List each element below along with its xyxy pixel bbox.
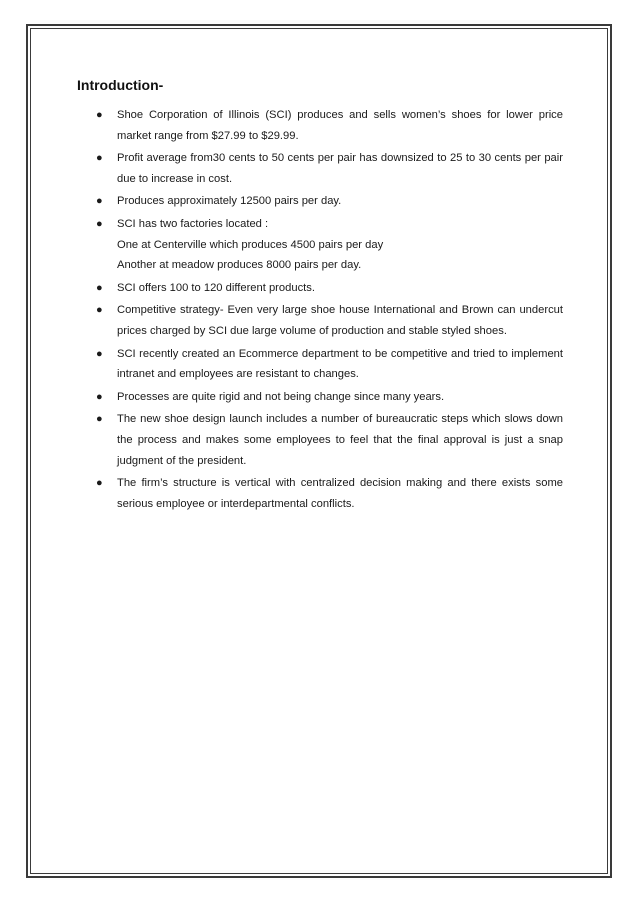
list-item bbox=[77, 148, 563, 189]
bullet-icon: ● bbox=[96, 477, 103, 490]
list-item-text: Profit average from30 cents to 50 cents per pair has downsized to 25 to 30 cents per pair due to increase in cost. bbox=[117, 152, 563, 185]
section-heading: Introduction- bbox=[77, 77, 164, 93]
list-item-text: The new shoe design launch includes a number of bureaucratic steps which slows down the process and makes some employees to feel that the final approval is just a snap judgment of the president. bbox=[117, 413, 563, 467]
bullet-list bbox=[77, 105, 563, 514]
list-item-text: SCI has two factories located : bbox=[117, 217, 269, 230]
document-body bbox=[77, 77, 563, 516]
list-item bbox=[77, 300, 563, 341]
bullet-icon: ● bbox=[96, 195, 103, 208]
list-item-subline: Another at meadow produces 8000 pairs per day. bbox=[117, 259, 362, 272]
list-item bbox=[77, 409, 563, 471]
list-item bbox=[77, 278, 563, 299]
list-item bbox=[77, 214, 563, 276]
list-item-text: Processes are quite rigid and not being change since many years. bbox=[117, 390, 445, 403]
bullet-icon: ● bbox=[96, 217, 103, 230]
bullet-icon: ● bbox=[96, 281, 103, 294]
list-item bbox=[77, 344, 563, 385]
list-item-text: Shoe Corporation of Illinois (SCI) produces and sells women’s shoes for lower price market range from $27.99 to $29.99. bbox=[117, 109, 563, 142]
bullet-icon: ● bbox=[96, 304, 103, 317]
list-item-text: Competitive strategy- Even very large shoe house International and Brown can undercut prices charged by SCI due large volume of production and stable styled shoes. bbox=[117, 304, 563, 337]
bullet-icon: ● bbox=[96, 109, 103, 121]
bullet-icon: ● bbox=[96, 413, 103, 426]
list-item-text: Produces approximately 12500 pairs per day. bbox=[117, 195, 342, 208]
bullet-icon: ● bbox=[96, 390, 103, 403]
bullet-icon: ● bbox=[96, 152, 103, 165]
list-item-subline: One at Centerville which produces 4500 pairs per day bbox=[117, 238, 384, 251]
list-item bbox=[77, 473, 563, 514]
list-item bbox=[77, 387, 563, 408]
list-item bbox=[77, 191, 563, 212]
list-item-text: SCI offers 100 to 120 different products. bbox=[117, 281, 315, 294]
list-item bbox=[77, 105, 563, 146]
list-item-text: SCI recently created an Ecommerce department to be competitive and tried to implement intranet and employees are resistant to changes. bbox=[117, 347, 563, 381]
list-item-text: The firm’s structure is vertical with centralized decision making and there exists some serious employee or interdepartmental conflicts. bbox=[117, 477, 563, 510]
bullet-icon: ● bbox=[96, 347, 103, 360]
